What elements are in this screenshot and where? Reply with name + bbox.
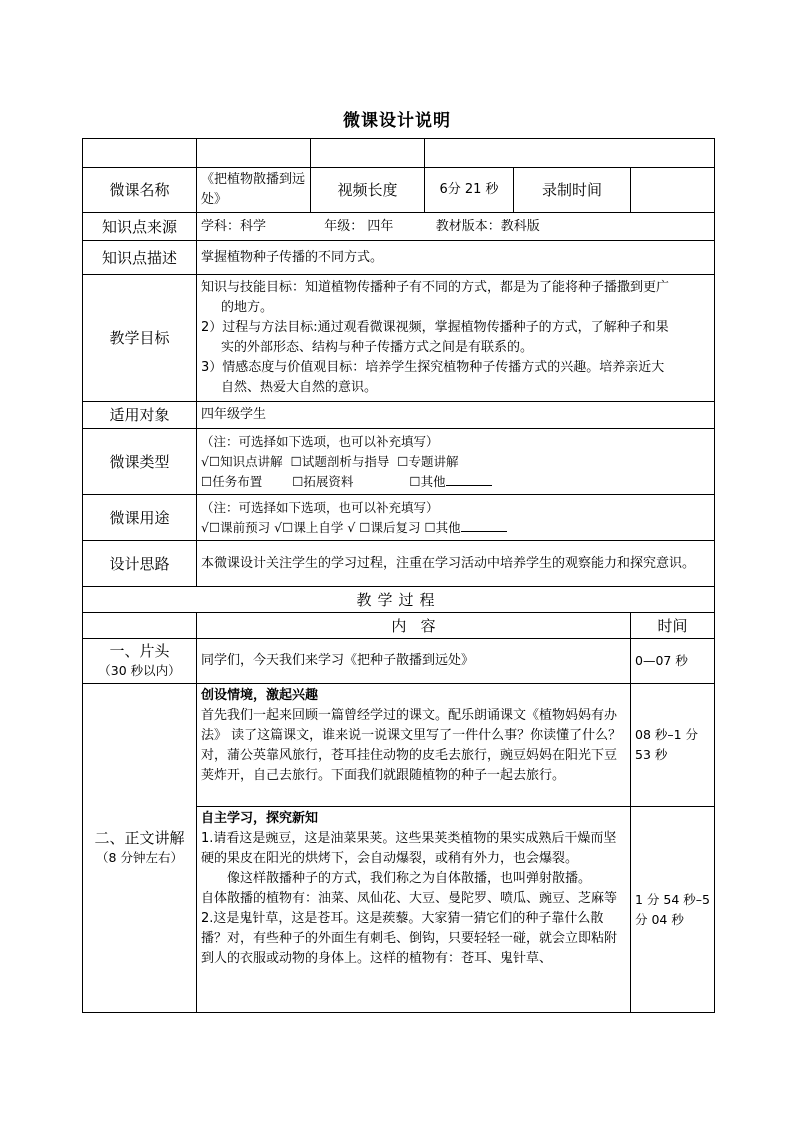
type-label: 微课类型	[83, 429, 197, 495]
record-label: 录制时间	[514, 168, 631, 213]
design-value: 本微课设计关注学生的学习过程，注重在学习活动中培养学生的观察能力和探究意识。	[197, 541, 715, 587]
section-intro-sub: （30 秒以内）	[98, 663, 181, 678]
process-caption-row	[83, 587, 715, 613]
part-1-content	[197, 684, 631, 807]
length-label: 视频长度	[311, 168, 425, 213]
type-option-extension[interactable]: ☐拓展资料	[292, 473, 354, 489]
source-label: 知识点来源	[83, 213, 197, 241]
goals-row	[83, 275, 715, 402]
source-row	[83, 213, 715, 241]
audience-value: 四年级学生	[197, 402, 715, 429]
type-value	[197, 429, 715, 495]
type-option-topic[interactable]: ☐专题讲解	[397, 453, 459, 469]
goal-2a: 2）过程与方法目标:通过观看微课视频，掌握植物传播种子的方式，了解种子和果	[201, 320, 669, 335]
goals-label: 教学目标	[83, 275, 197, 402]
section-intro-content: 同学们，今天我们来学习《把种子散播到远处》	[197, 639, 631, 684]
desc-value: 掌握植物种子传播的不同方式。	[197, 241, 715, 275]
goals-value	[197, 275, 715, 402]
goal-2b: 实的外部形态、结构与种子传播方式之间是有联系的。	[221, 340, 534, 355]
audience-label: 适用对象	[83, 402, 197, 429]
usage-option-other[interactable]: ☐其他	[424, 519, 461, 535]
grade-text: 年级： 四年	[324, 218, 394, 234]
type-options-row-2	[201, 472, 710, 492]
section-main-row-1	[83, 684, 715, 807]
desc-label: 知识点描述	[83, 241, 197, 275]
section-intro-label	[83, 639, 197, 684]
source-value	[197, 213, 715, 241]
usage-option-selfstudy[interactable]: √☐课上自学	[274, 519, 344, 535]
design-label: 设计思路	[83, 541, 197, 587]
usage-row	[83, 495, 715, 541]
time-header: 时间	[631, 613, 715, 639]
info-row	[83, 168, 715, 213]
part-2-content	[197, 807, 631, 1013]
part-2-para-d: 2.这是鬼针草，这是苍耳。这是蒺藜。大家猜一猜它们的种子靠什么散播？对，有些种子的外面生有刺毛、倒钩，只要轻轻一碰，就会立即粘附到人的衣服或动物的身体上。这样的植物有：苍耳、鬼针草、	[201, 911, 618, 966]
part-2-time: 1 分 54 秒–5 分 04 秒	[631, 807, 715, 1013]
goal-1b: 的地方。	[221, 300, 274, 315]
record-value	[631, 168, 715, 213]
type-option-exercise[interactable]: ☐试题剖析与指导	[290, 453, 390, 469]
lesson-table	[82, 138, 715, 1013]
audience-row	[83, 402, 715, 429]
section-intro-title: 一、片头	[109, 642, 170, 660]
design-row	[83, 541, 715, 587]
process-caption: 教学过程	[83, 587, 715, 613]
usage-note: （注：可选择如下选项，也可以补充填写）	[201, 499, 439, 515]
content-header: 内 容	[197, 613, 631, 639]
usage-options	[201, 518, 710, 538]
usage-value	[197, 495, 715, 541]
usage-option-review[interactable]: √ ☐课后复习	[347, 519, 421, 535]
part-2-para-c: 自体散播的植物有：油菜、凤仙花、大豆、曼陀罗、喷瓜、豌豆、芝麻等	[201, 891, 618, 906]
textbook-text: 教材版本：教科版	[435, 218, 540, 234]
type-option-knowledge[interactable]: √☐知识点讲解	[201, 453, 283, 469]
section-main-label	[83, 684, 197, 1013]
type-option-other[interactable]: ☐其他	[409, 473, 446, 489]
usage-option-preview[interactable]: √☐课前预习	[201, 519, 271, 535]
section-main-title: 二、正文讲解	[94, 829, 185, 847]
length-value: 6分 21 秒	[425, 168, 514, 213]
page-title: 微课设计说明	[343, 111, 451, 131]
part-1-heading: 创设情境，激起兴趣	[201, 688, 319, 703]
part-2-heading: 自主学习，探究新知	[201, 811, 319, 826]
section-main-sub: （8 分钟左右）	[96, 850, 183, 865]
desc-row	[83, 241, 715, 275]
usage-other-blank[interactable]	[461, 519, 507, 532]
type-other-blank[interactable]	[446, 473, 492, 486]
type-note: （注：可选择如下选项，也可以补充填写）	[201, 433, 439, 449]
name-value: 《把植物散播到远处》	[197, 168, 311, 213]
usage-label: 微课用途	[83, 495, 197, 541]
blank-row	[83, 139, 715, 168]
subject-text: 学科：科学	[201, 218, 267, 234]
part-1-time: 08 秒–1 分 53 秒	[631, 684, 715, 807]
section-intro-time: 0—07 秒	[631, 639, 715, 684]
part-1-body: 首先我们一起来回顾一篇曾经学过的课文。配乐朗诵课文《植物妈妈有办法》 读了这篇课文，谁来说一说课文里写了一件什么事？你读懂了什么？对，蒲公英靠风旅行，苍耳挂住动物的皮毛去旅行，豌豆妈妈在阳光下豆荚炸开，自己去旅行。下面我们就跟随植物的种子一起去旅行。	[201, 708, 622, 783]
type-options-row-1	[201, 452, 710, 472]
type-option-task[interactable]: ☐任务布置	[201, 473, 263, 489]
part-2-para-b: 像这样散播种子的方式，我们称之为自体散播，也叫弹射散播。	[227, 871, 592, 886]
type-row	[83, 429, 715, 495]
name-label: 微课名称	[83, 168, 197, 213]
process-header-row	[83, 613, 715, 639]
section-intro-row	[83, 639, 715, 684]
goal-3a: 3）情感态度与价值观目标：培养学生探究植物种子传播方式的兴趣。培养亲近大	[201, 360, 665, 375]
goal-3b: 自然、热爱大自然的意识。	[221, 380, 378, 395]
goal-1a: 知识与技能目标：知道植物传播种子有不同的方式，都是为了能将种子播撒到更广	[201, 280, 670, 295]
part-2-para-a: 1.请看这是豌豆，这是油菜果荚。这些果荚类植物的果实成熟后干燥而坚硬的果皮在阳光的烘烤下，会自动爆裂，或稍有外力，也会爆裂。	[201, 831, 617, 866]
